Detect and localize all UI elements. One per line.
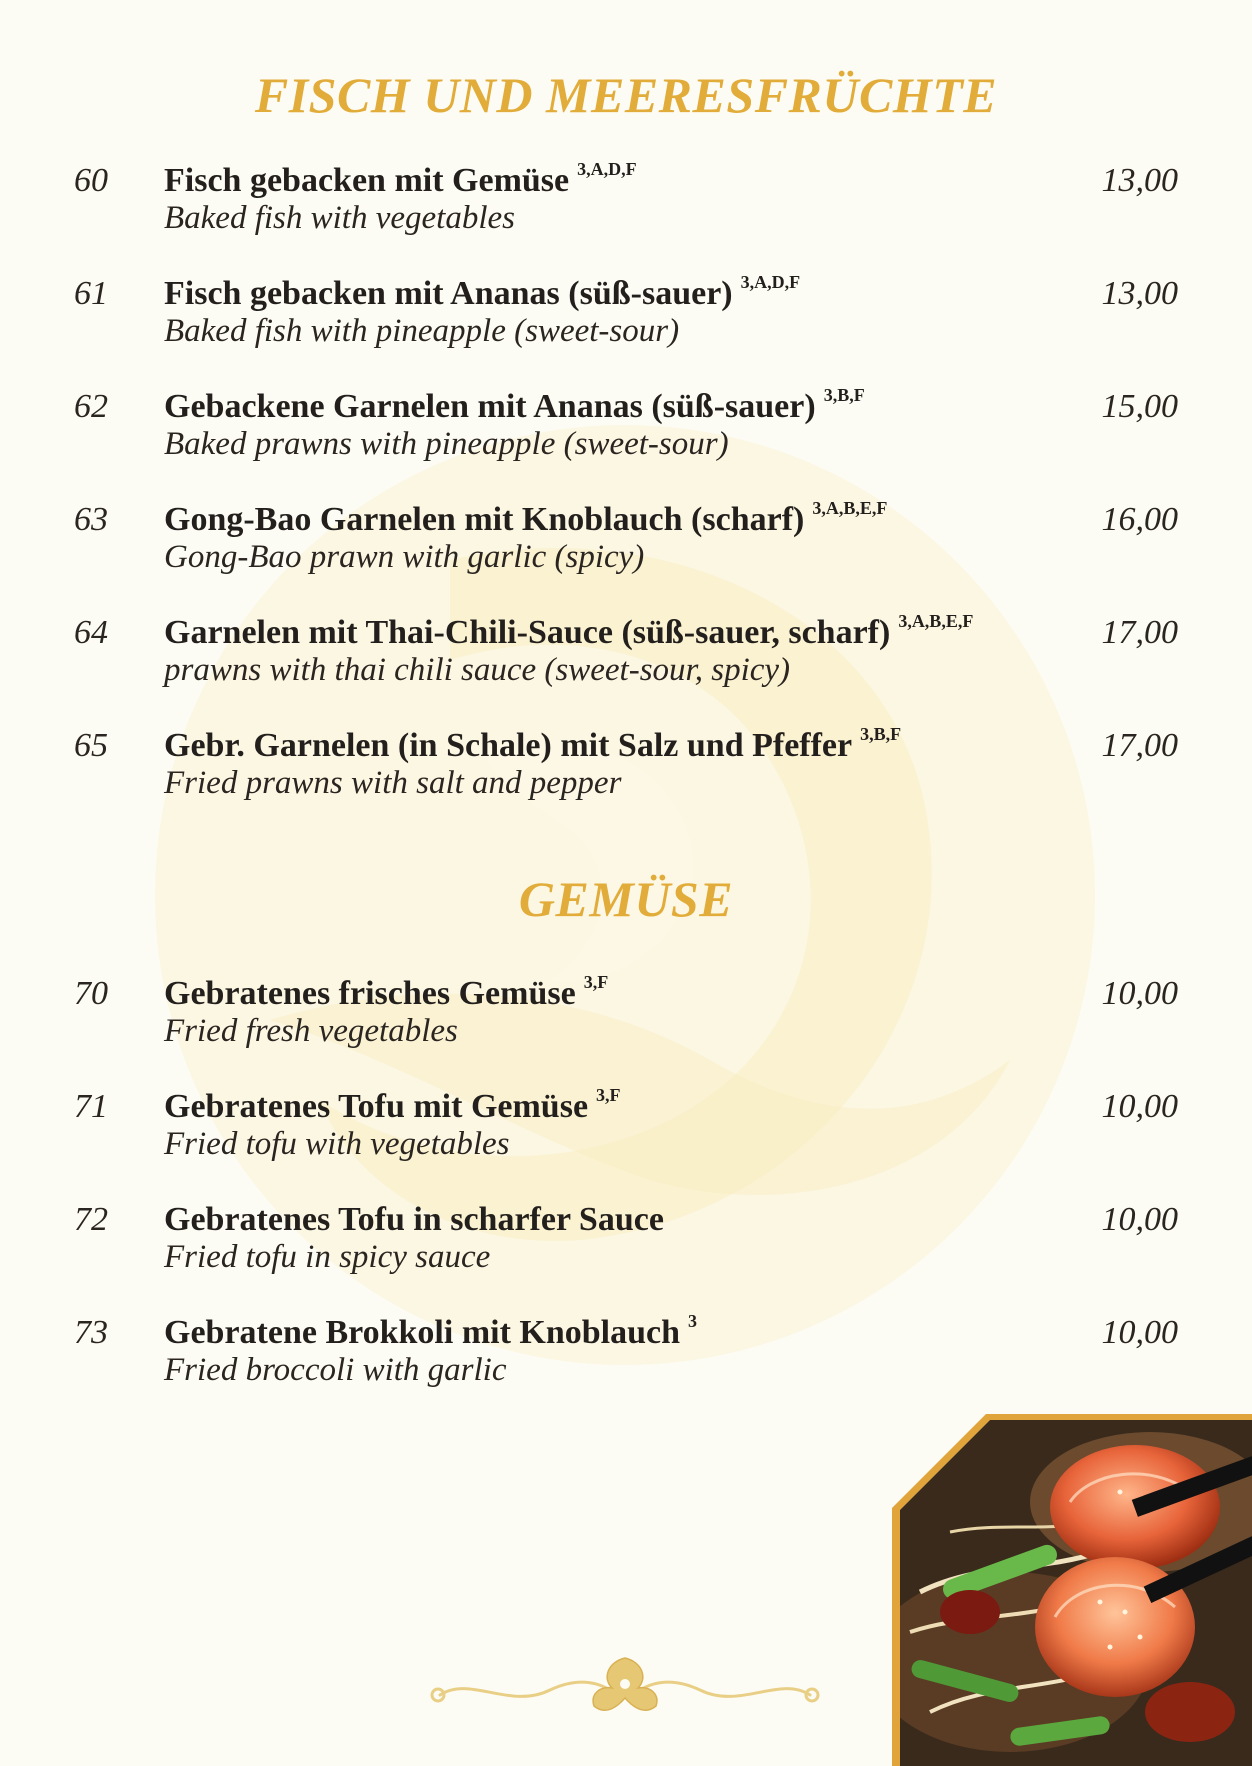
menu-item-63 bbox=[0, 497, 1252, 591]
ornamental-divider-icon bbox=[420, 1650, 830, 1720]
menu-item-61 bbox=[0, 271, 1252, 365]
allergen-codes: 3,A,B,E,F bbox=[812, 497, 888, 518]
allergen-codes: 3,B,F bbox=[860, 723, 902, 744]
item-price: 17,00 bbox=[1101, 727, 1178, 764]
item-number: 73 bbox=[74, 1314, 108, 1351]
item-name: Fisch gebacken mit Gemüse $^{3,A,D,F}$ bbox=[164, 158, 637, 199]
item-name: Gebratenes frisches Gemüse $^{3,F}$ bbox=[164, 971, 609, 1012]
menu-item-60 bbox=[0, 158, 1252, 252]
allergen-codes: 3,B,F bbox=[823, 384, 865, 405]
section-title-fish: FISCH UND MEERESFRÜCHTE bbox=[254, 67, 998, 123]
item-translation: prawns with thai chili sauce (sweet-sour, spicy) bbox=[164, 652, 791, 688]
item-translation: Gong-Bao prawn with garlic (spicy) bbox=[164, 539, 645, 575]
allergen-codes: 3 bbox=[688, 1310, 698, 1331]
item-translation: Fried prawns with salt and pepper bbox=[164, 765, 622, 801]
item-price: 13,00 bbox=[1101, 162, 1178, 199]
item-price: 10,00 bbox=[1101, 1314, 1178, 1351]
menu-item-73 bbox=[0, 1310, 1252, 1404]
item-price: 17,00 bbox=[1101, 614, 1178, 651]
item-translation: Baked fish with vegetables bbox=[164, 200, 515, 236]
item-name: Gebr. Garnelen (in Schale) mit Salz und Pfeffer $^{3,B,F}$ bbox=[164, 723, 902, 764]
item-number: 60 bbox=[74, 162, 108, 199]
item-price: 15,00 bbox=[1101, 388, 1178, 425]
section-title-vegetables: GEMÜSE bbox=[518, 871, 734, 927]
item-number: 70 bbox=[74, 975, 108, 1012]
item-number: 64 bbox=[74, 614, 108, 651]
item-number: 72 bbox=[74, 1201, 108, 1238]
menu-item-71 bbox=[0, 1084, 1252, 1178]
menu-item-70 bbox=[0, 971, 1252, 1065]
item-translation: Baked fish with pineapple (sweet-sour) bbox=[164, 313, 680, 349]
item-number: 71 bbox=[74, 1088, 108, 1125]
menu-item-62 bbox=[0, 384, 1252, 478]
menu-item-64 bbox=[0, 610, 1252, 704]
item-number: 65 bbox=[74, 727, 108, 764]
item-name: Fisch gebacken mit Ananas (süß-sauer) $^{3,A,D,F}$ bbox=[164, 271, 801, 312]
menu-item-65 bbox=[0, 723, 1252, 817]
item-price: 10,00 bbox=[1101, 1201, 1178, 1238]
item-number: 62 bbox=[74, 388, 108, 425]
item-price: 10,00 bbox=[1101, 975, 1178, 1012]
shrimp-stir-fry-photo bbox=[890, 1412, 1252, 1766]
allergen-codes: 3,F bbox=[596, 1084, 621, 1105]
allergen-codes: 3,F bbox=[583, 971, 609, 992]
item-number: 63 bbox=[74, 501, 108, 538]
item-name: Garnelen mit Thai-Chili-Sauce (süß-sauer, scharf) $^{3,A,B,E,F}$ bbox=[164, 610, 974, 651]
item-translation: Fried tofu in spicy sauce bbox=[164, 1239, 491, 1275]
item-number: 61 bbox=[74, 275, 108, 312]
allergen-codes: 3,A,D,F bbox=[740, 271, 801, 292]
item-price: 16,00 bbox=[1101, 501, 1178, 538]
allergen-codes: 3,A,B,E,F bbox=[898, 610, 974, 631]
item-name: Gebackene Garnelen mit Ananas (süß-sauer) $^{3,B,F}$ bbox=[164, 384, 865, 425]
allergen-codes: 3,A,D,F bbox=[577, 158, 637, 179]
item-name: Gebratene Brokkoli mit Knoblauch $^3$ bbox=[164, 1310, 698, 1351]
item-translation: Fried broccoli with garlic bbox=[164, 1352, 507, 1388]
item-name: Gebratenes Tofu mit Gemüse $^{3,F}$ bbox=[164, 1084, 621, 1125]
item-price: 13,00 bbox=[1101, 275, 1178, 312]
item-price: 10,00 bbox=[1101, 1088, 1178, 1125]
item-translation: Fried tofu with vegetables bbox=[164, 1126, 510, 1162]
menu-item-72 bbox=[0, 1201, 1252, 1291]
item-translation: Fried fresh vegetables bbox=[164, 1013, 458, 1049]
item-name: Gong-Bao Garnelen mit Knoblauch (scharf) $^{3,A,B,E,F}$ bbox=[164, 497, 888, 538]
item-name: Gebratenes Tofu in scharfer Sauce bbox=[164, 1201, 664, 1238]
item-translation: Baked prawns with pineapple (sweet-sour) bbox=[164, 426, 729, 462]
